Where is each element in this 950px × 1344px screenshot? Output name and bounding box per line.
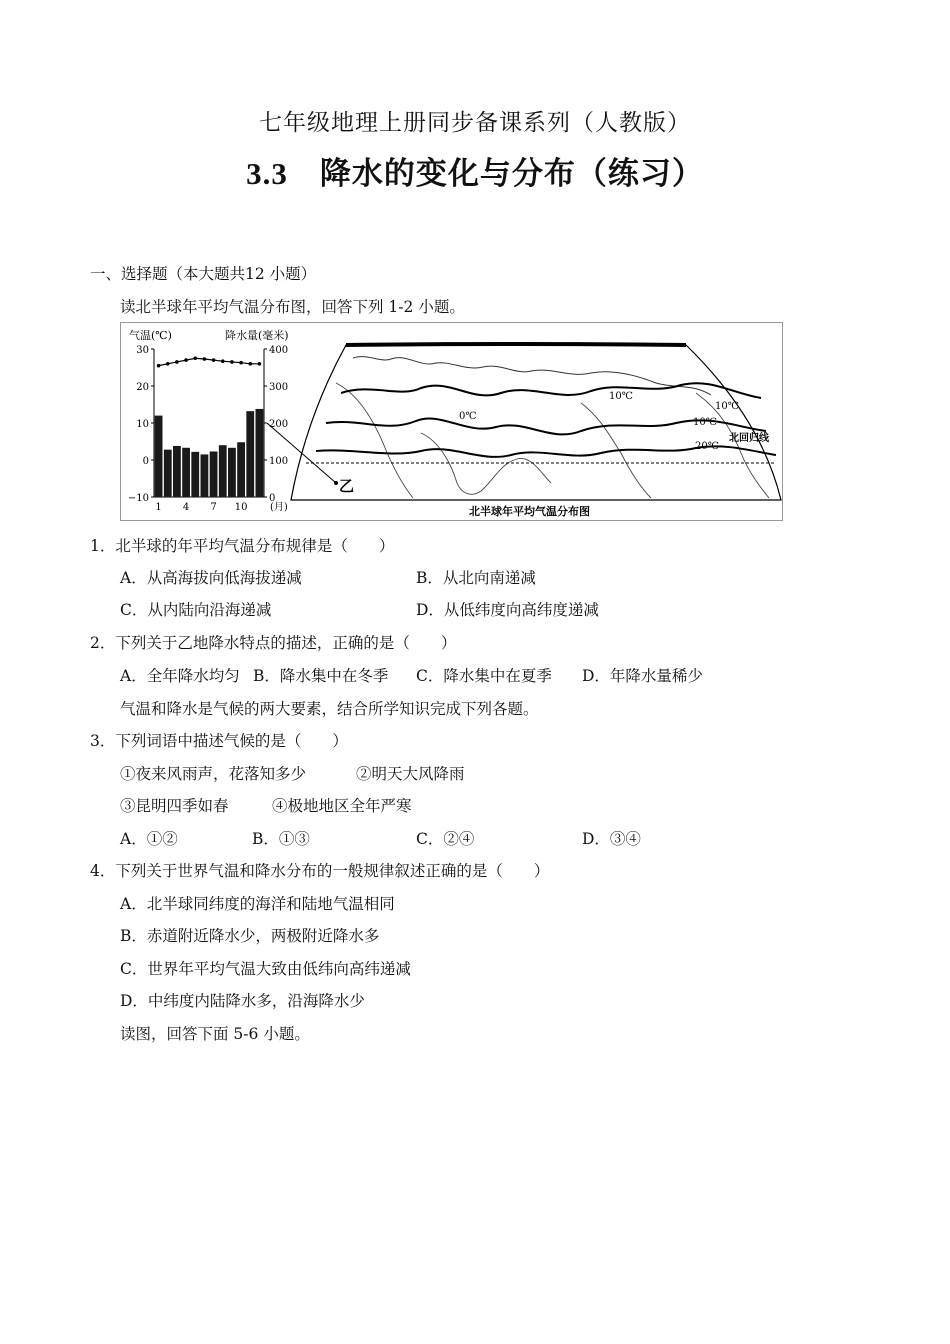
q1-option-a[interactable]: A．从高海拔向低海拔递减 xyxy=(120,569,302,587)
temp-point xyxy=(248,362,252,366)
q3-option-d[interactable]: D．③④ xyxy=(582,830,641,848)
q1-option-b[interactable]: B．从北向南递减 xyxy=(416,569,536,587)
map-top-border xyxy=(346,344,686,345)
temp-tick-label: −10 xyxy=(127,493,149,504)
point-yi xyxy=(334,481,338,485)
q4-option-c[interactable]: C．世界年平均气温大致由低纬向高纬递减 xyxy=(120,960,411,978)
precip-bar xyxy=(210,451,218,497)
temp-line xyxy=(159,358,260,365)
q2-option-d[interactable]: D．年降水量稀少 xyxy=(582,667,703,685)
precip-tick-label: 0 xyxy=(269,493,276,504)
q4-option-d[interactable]: D．中纬度内陆降水多，沿海降水少 xyxy=(120,992,365,1010)
temp-point xyxy=(175,360,179,364)
temp-point xyxy=(239,361,243,365)
temp-point xyxy=(157,364,161,368)
temp-tick-label: 30 xyxy=(136,345,149,356)
precip-bar xyxy=(173,446,181,497)
q2-option-a[interactable]: A．全年降水均匀 xyxy=(120,667,240,685)
temp-point xyxy=(212,358,216,362)
q4-option-b[interactable]: B．赤道附近降水少，两极附近降水多 xyxy=(120,927,380,945)
title-text: 降水的变化与分布（练习） xyxy=(319,156,704,192)
precip-axis-label: 降水量(毫米) xyxy=(225,329,289,342)
x-tick-label: (月) xyxy=(270,502,288,513)
precip-bar xyxy=(182,448,190,497)
temp-point xyxy=(184,358,188,362)
page-subtitle: 七年级地理上册同步备课系列（人教版） xyxy=(259,110,691,136)
q4-stem: 4．下列关于世界气温和降水分布的一般规律叙述正确的是（ ） xyxy=(90,862,550,880)
temp-point xyxy=(221,359,225,363)
q3-stem: 3．下列词语中描述气候的是（ ） xyxy=(90,732,348,750)
q2-option-b[interactable]: B．降水集中在冬季 xyxy=(253,667,389,685)
x-tick-label: 7 xyxy=(210,502,217,513)
precip-bar xyxy=(191,452,199,497)
map-caption: 北半球年平均气温分布图 xyxy=(469,505,590,518)
label-tropic: 北回归线 xyxy=(729,433,769,444)
x-tick-label: 1 xyxy=(155,502,162,513)
q3-option-a[interactable]: A．①② xyxy=(120,830,178,848)
precip-bar xyxy=(256,409,264,497)
figure-climate-and-map xyxy=(120,322,783,521)
q3-item-4: ④极地地区全年严寒 xyxy=(272,797,412,815)
temp-point xyxy=(203,357,207,361)
q2-stem: 2．下列关于乙地降水特点的描述，正确的是（ ） xyxy=(90,634,457,652)
label-isotherm-0: 0℃ xyxy=(459,411,477,422)
temp-point xyxy=(230,360,234,364)
label-isotherm-20: 20℃ xyxy=(695,441,719,452)
q3-option-c[interactable]: C．②④ xyxy=(416,830,475,848)
precip-bar xyxy=(228,448,236,497)
x-tick-label: 10 xyxy=(234,502,248,513)
figure-svg xyxy=(121,323,782,520)
intro-5-6: 读图，回答下面 5-6 小题。 xyxy=(120,1025,310,1043)
temp-tick-label: 10 xyxy=(136,419,149,430)
q3-item-1: ①夜来风雨声，花落知多少 xyxy=(120,765,307,783)
x-tick-label: 4 xyxy=(182,502,190,513)
precip-bar xyxy=(246,411,254,497)
q1-stem: 1．北半球的年平均气温分布规律是（ ） xyxy=(90,537,395,555)
precip-tick-label: 300 xyxy=(269,382,289,393)
label-isotherm-10c: 10℃ xyxy=(693,417,717,428)
temp-point xyxy=(166,362,170,366)
temp-point xyxy=(193,356,197,360)
precip-tick-label: 400 xyxy=(269,345,289,356)
intro-3-4: 气温和降水是气候的两大要素，结合所学知识完成下列各题。 xyxy=(120,700,539,718)
q3-option-b[interactable]: B．①③ xyxy=(252,830,310,848)
temp-point xyxy=(258,362,262,366)
world-map xyxy=(267,344,781,518)
q1-option-d[interactable]: D．从低纬度向高纬度递减 xyxy=(416,601,599,619)
intro-1-2: 读北半球年平均气温分布图，回答下列 1-2 小题。 xyxy=(120,298,465,316)
temp-tick-label: 0 xyxy=(142,456,149,467)
precip-tick-label: 100 xyxy=(269,456,289,467)
title-number: 3.3 xyxy=(246,156,288,191)
temp-tick-label: 20 xyxy=(136,382,149,393)
temp-axis-label: 气温(℃) xyxy=(129,329,172,342)
page-title xyxy=(0,148,950,193)
precip-bar xyxy=(201,454,209,497)
precip-bar xyxy=(237,442,245,497)
q1-option-c[interactable]: C．从内陆向沿海递减 xyxy=(120,601,272,619)
q3-item-3: ③昆明四季如春 xyxy=(120,797,229,815)
label-point-yi: 乙 xyxy=(339,477,355,495)
precip-bar xyxy=(155,416,163,497)
precip-bar xyxy=(164,450,172,497)
label-isotherm-10a: 10℃ xyxy=(609,391,633,402)
q2-option-c[interactable]: C．降水集中在夏季 xyxy=(416,667,552,685)
climate-chart xyxy=(128,328,289,513)
section-heading: 一、选择题（本大题共12 小题） xyxy=(90,265,317,283)
precip-bar xyxy=(219,445,227,497)
q3-item-2: ②明天大风降雨 xyxy=(356,765,465,783)
precip-tick-label: 200 xyxy=(269,419,289,430)
label-isotherm-10b: 10℃ xyxy=(715,401,739,412)
q4-option-a[interactable]: A．北半球同纬度的海洋和陆地气温相同 xyxy=(120,895,395,913)
